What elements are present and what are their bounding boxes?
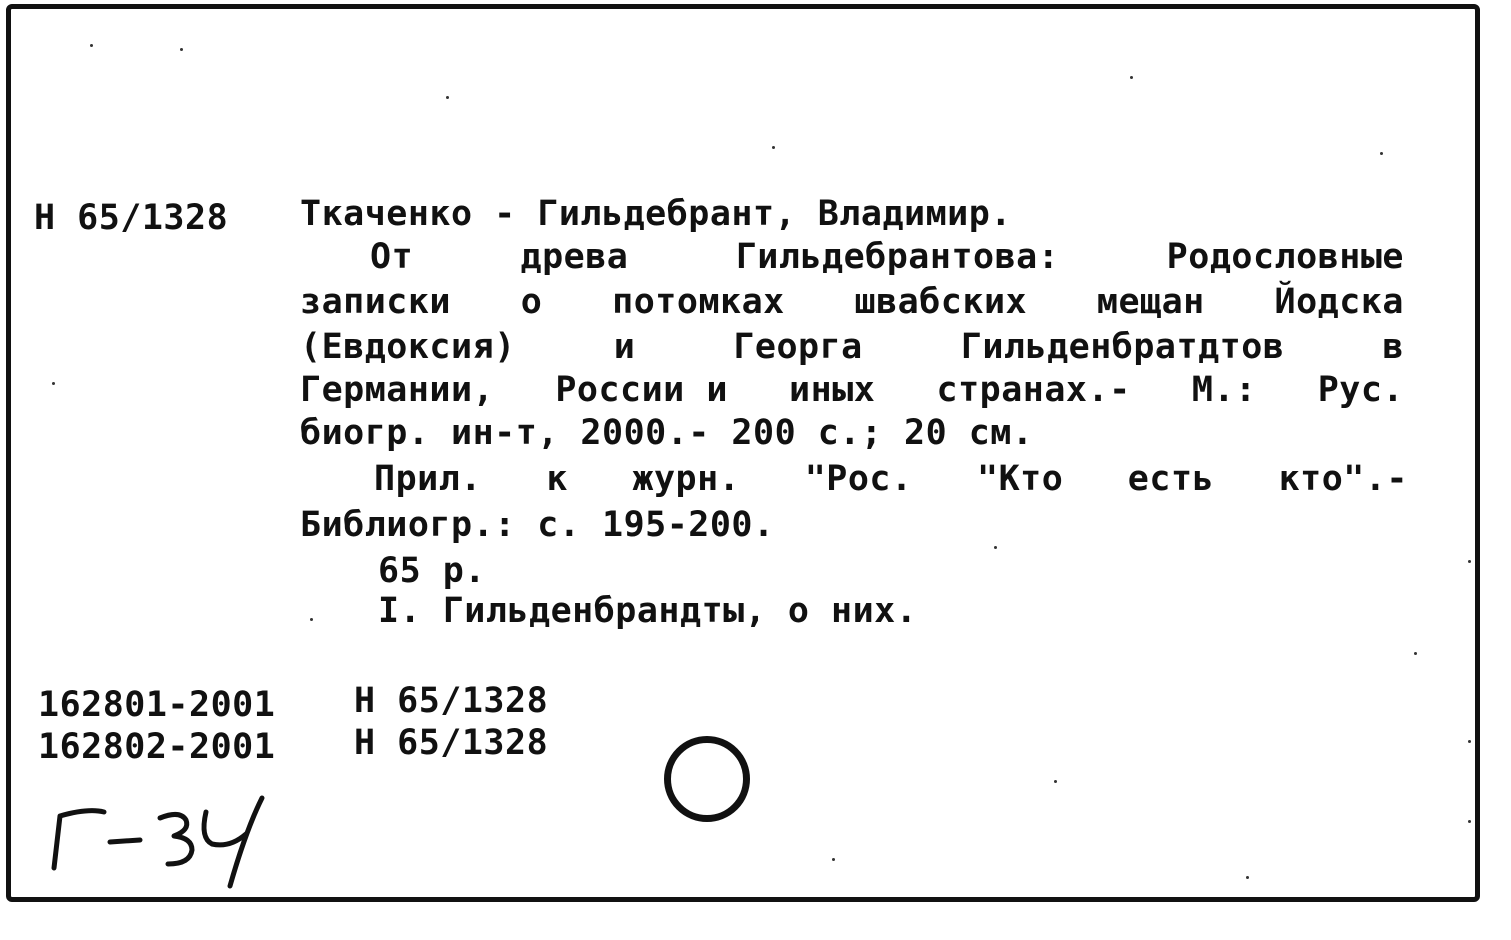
title-word: Гильденбратдтов bbox=[960, 327, 1285, 367]
speck bbox=[180, 48, 183, 51]
title-line-2 bbox=[300, 282, 1404, 322]
inventory-number: 162802-2001 bbox=[38, 727, 276, 767]
title-word: и bbox=[613, 327, 636, 367]
title-word: Георга bbox=[733, 327, 863, 367]
note-word: "Рос. bbox=[804, 459, 913, 499]
speck bbox=[1054, 780, 1057, 783]
title-word: иных bbox=[789, 370, 876, 410]
speck bbox=[1468, 820, 1471, 823]
title-line-3 bbox=[300, 327, 1404, 367]
imprint-line: биогр. ин-т, 2000.- 200 с.; 20 см. bbox=[300, 413, 1034, 453]
speck bbox=[310, 618, 313, 621]
title-word: Йодска bbox=[1274, 282, 1404, 322]
speck bbox=[1468, 560, 1471, 563]
speck bbox=[446, 96, 449, 99]
speck bbox=[90, 44, 93, 47]
note-word: к bbox=[546, 459, 568, 499]
note-line-1 bbox=[374, 459, 1408, 499]
title-word: швабских bbox=[854, 282, 1028, 322]
inventory-shelf: Н 65/1328 bbox=[354, 723, 549, 763]
title-word: М.: bbox=[1191, 370, 1257, 410]
speck bbox=[1414, 652, 1417, 655]
handwritten-mark-g34 bbox=[40, 790, 280, 900]
inventory-number: 162801-2001 bbox=[38, 685, 276, 725]
call-number: Н 65/1328 bbox=[34, 198, 229, 238]
title-word: мещан bbox=[1096, 282, 1205, 322]
title-word: странах.- bbox=[936, 370, 1131, 410]
title-word: Рус. bbox=[1317, 370, 1404, 410]
note-word: "Кто bbox=[977, 459, 1064, 499]
speck bbox=[52, 382, 55, 385]
speck bbox=[1468, 740, 1471, 743]
note-word: кто".- bbox=[1278, 459, 1408, 499]
bibliography-note: Библиогр.: с. 195-200. bbox=[300, 505, 775, 545]
speck bbox=[772, 146, 775, 149]
title-word: Германии, bbox=[300, 370, 495, 410]
title-word: древа bbox=[520, 237, 629, 277]
price: 65 р. bbox=[378, 551, 486, 591]
note-word: есть bbox=[1127, 459, 1215, 499]
punch-hole bbox=[664, 736, 750, 822]
title-word: России и bbox=[555, 370, 728, 410]
speck bbox=[1246, 876, 1249, 879]
title-word: От bbox=[370, 237, 414, 277]
note-word: журн. bbox=[632, 459, 741, 499]
subject-heading: I. Гильденбрандты, о них. bbox=[378, 591, 918, 631]
speck bbox=[1380, 152, 1383, 155]
title-word: (Евдоксия) bbox=[300, 327, 516, 367]
title-word: Родословные bbox=[1166, 237, 1404, 277]
title-word: Гильдебрантова: bbox=[735, 237, 1060, 277]
title-word: о bbox=[520, 282, 543, 322]
title-line-1 bbox=[370, 237, 1404, 277]
note-word: Прил. bbox=[374, 459, 482, 499]
title-word: потомках bbox=[612, 282, 785, 322]
title-line-4 bbox=[300, 370, 1404, 410]
title-word: в bbox=[1382, 327, 1404, 367]
author-heading: Ткаченко - Гильдебрант, Владимир. bbox=[300, 194, 1012, 234]
speck bbox=[832, 858, 835, 861]
speck bbox=[1130, 76, 1133, 79]
inventory-shelf: Н 65/1328 bbox=[354, 681, 549, 721]
speck bbox=[994, 546, 997, 549]
title-word: записки bbox=[300, 282, 452, 322]
